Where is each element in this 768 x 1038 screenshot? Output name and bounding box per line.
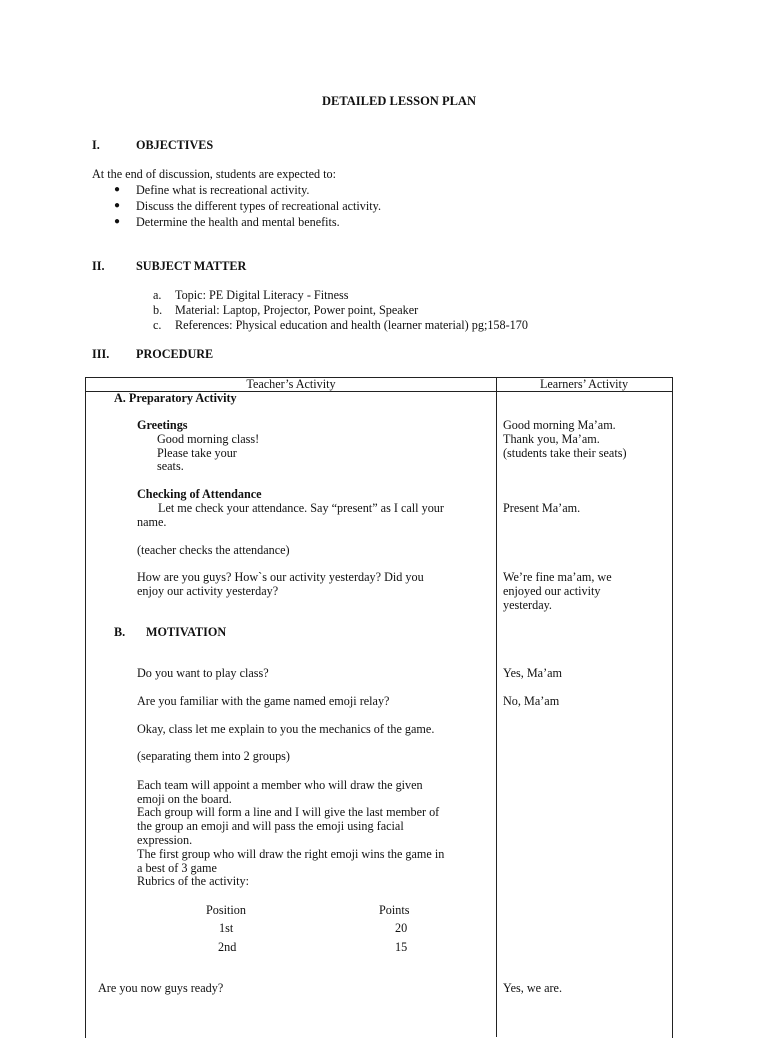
section-number-subject-matter: II.	[92, 259, 105, 273]
subject-item-topic: Topic: PE Digital Literacy - Fitness	[175, 288, 349, 302]
list-marker: b.	[153, 303, 163, 317]
learner-line: Yes, we are.	[503, 981, 563, 995]
teacher-line: Okay, class let me explain to you the mechanics of the game.	[137, 722, 435, 736]
rubric-header-points: Points	[379, 903, 410, 917]
list-marker: a.	[153, 288, 162, 302]
teacher-line: Rubrics of the activity:	[137, 874, 250, 888]
teacher-line: The first group who will draw the right emoji wins the game in	[137, 847, 445, 861]
section-heading-procedure: PROCEDURE	[136, 347, 214, 361]
bullet-icon: ●	[114, 200, 121, 211]
teacher-line: (separating them into 2 groups)	[137, 749, 290, 763]
bullet-icon: ●	[114, 216, 121, 227]
teacher-line: enjoy our activity yesterday?	[137, 584, 279, 598]
teacher-line: (teacher checks the attendance)	[137, 543, 290, 557]
teacher-line: Good morning class!	[157, 432, 260, 446]
teacher-line: Each team will appoint a member who will draw the given	[137, 778, 423, 792]
teacher-line: seats.	[157, 459, 184, 473]
objectives-intro: At the end of discussion, students are expected to:	[92, 167, 337, 181]
page-title: DETAILED LESSON PLAN	[322, 94, 476, 108]
teacher-line: Do you want to play class?	[137, 666, 269, 680]
teacher-line: emoji on the board.	[137, 792, 232, 806]
objective-item: Discuss the different types of recreational activity.	[136, 199, 382, 213]
teacher-line: expression.	[137, 833, 193, 847]
learner-line: No, Ma’am	[503, 694, 560, 708]
teacher-line: Are you familiar with the game named emoji relay?	[137, 694, 390, 708]
learner-line: yesterday.	[503, 598, 552, 612]
learner-line: Good morning Ma’am.	[503, 418, 616, 432]
teacher-line: Please take your	[157, 446, 237, 460]
teacher-line: Each group will form a line and I will give the last member of	[137, 805, 440, 819]
rubric-position: 2nd	[218, 940, 237, 954]
learner-line: We’re fine ma’am, we	[503, 570, 612, 584]
teacher-line: name.	[137, 515, 167, 529]
teacher-line: a best of 3 game	[137, 861, 217, 875]
subject-item-material: Material: Laptop, Projector, Power point, Speaker	[175, 303, 419, 317]
rubric-points: 20	[395, 921, 408, 935]
subsection-motivation-label: B.	[114, 625, 126, 639]
greetings-heading: Greetings	[137, 418, 188, 432]
teacher-line: Let me check your attendance. Say “present” as I call your	[158, 501, 444, 515]
subsection-motivation: MOTIVATION	[146, 625, 227, 639]
section-number-objectives: I.	[92, 138, 100, 152]
teacher-line: the group an emoji and will pass the emoji using facial	[137, 819, 404, 833]
table-header-teacher: Teacher’s Activity	[246, 377, 336, 391]
teacher-line: How are you guys? How`s our activity yesterday? Did you	[137, 570, 424, 584]
learner-line: (students take their seats)	[503, 446, 627, 460]
subject-item-references: References: Physical education and health (learner material) pg;158-170	[175, 318, 528, 332]
objective-item: Define what is recreational activity.	[136, 183, 310, 197]
section-heading-objectives: OBJECTIVES	[136, 138, 214, 152]
rubric-points: 15	[395, 940, 408, 954]
table-header-learners: Learners’ Activity	[539, 377, 629, 391]
section-heading-subject-matter: SUBJECT MATTER	[136, 259, 247, 273]
section-number-procedure: III.	[92, 347, 110, 361]
list-marker: c.	[153, 318, 162, 332]
attendance-heading: Checking of Attendance	[137, 487, 262, 501]
rubric-position: 1st	[219, 921, 234, 935]
table-column-divider	[496, 377, 497, 1037]
learner-line: Thank you, Ma’am.	[503, 432, 600, 446]
rubric-header-position: Position	[206, 903, 246, 917]
teacher-line: Are you now guys ready?	[98, 981, 224, 995]
learner-line: Present Ma’am.	[503, 501, 581, 515]
learner-line: Yes, Ma’am	[503, 666, 563, 680]
objective-item: Determine the health and mental benefits.	[136, 215, 340, 229]
subsection-preparatory: A. Preparatory Activity	[114, 391, 237, 405]
bullet-icon: ●	[114, 184, 121, 195]
learner-line: enjoyed our activity	[503, 584, 601, 598]
